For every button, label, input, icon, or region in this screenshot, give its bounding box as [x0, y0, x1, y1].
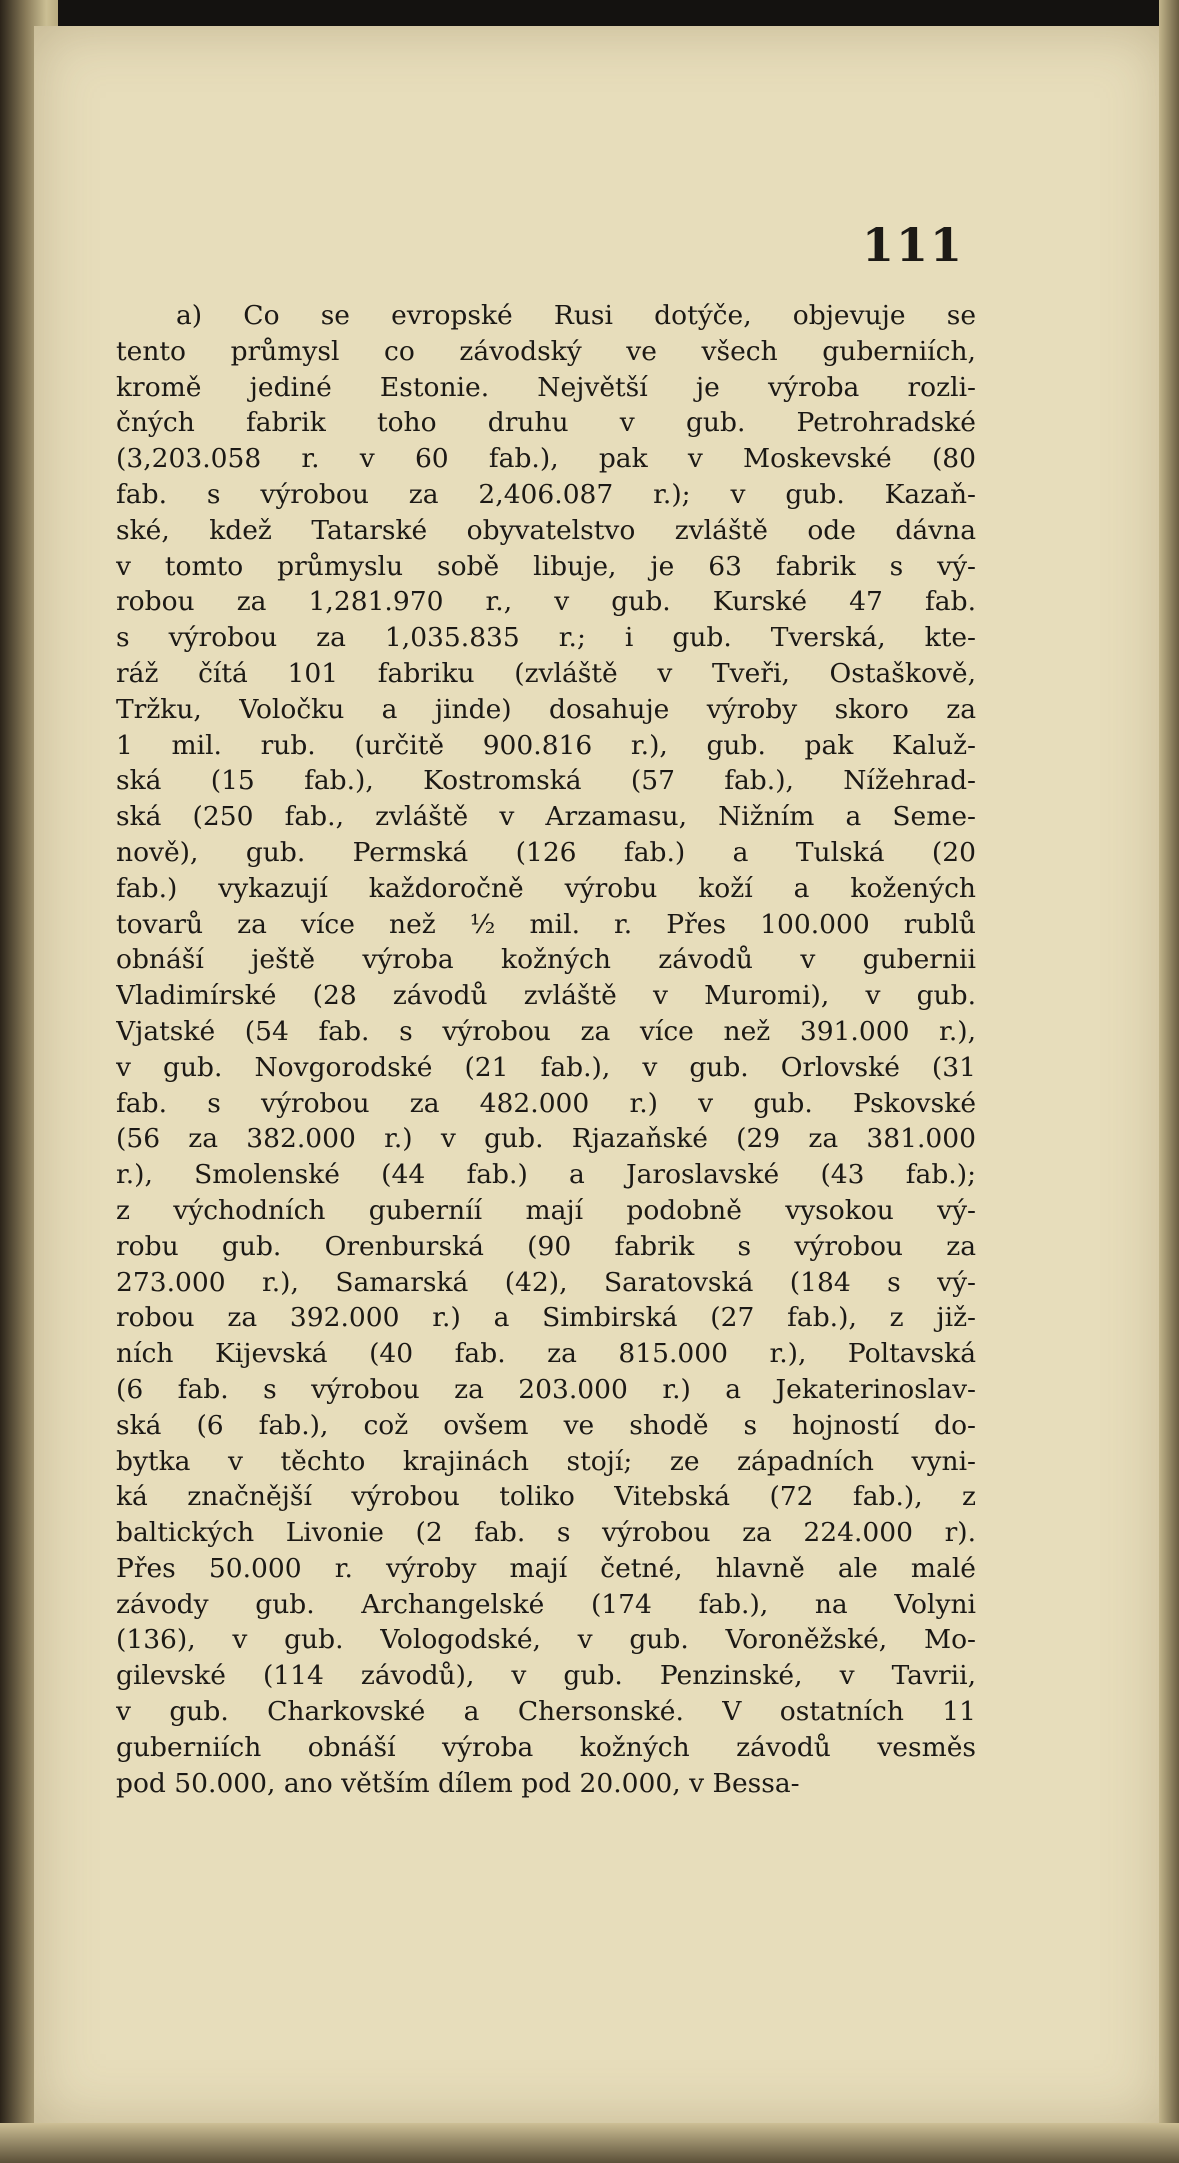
text-line: (56 za 382.000 r.) v gub. Rjazaňské (29 za 381.000	[116, 1123, 976, 1155]
text-line: fab.) vykazují každoročně výrobu koží a kožených	[116, 872, 976, 904]
text-line: Přes 50.000 r. výroby mají četné, hlavně ale malé	[116, 1552, 976, 1584]
text-line: (6 fab. s výrobou za 203.000 r.) a Jekaterinoslav-	[116, 1373, 976, 1405]
text-line: tento průmysl co závodský ve všech guberniích,	[116, 335, 976, 367]
text-line: robou za 1,281.970 r., v gub. Kurské 47 fab.	[116, 586, 976, 618]
text-line: ních Kijevská (40 fab. za 815.000 r.), Poltavská	[116, 1338, 976, 1370]
page-right-edge	[1159, 0, 1179, 2163]
text-line: 273.000 r.), Samarská (42), Saratovská (184 s vý-	[116, 1266, 976, 1298]
text-line: 1 mil. rub. (určitě 900.816 r.), gub. pak Kaluž-	[116, 729, 976, 761]
body-text	[116, 298, 976, 1801]
text-line: Vjatské (54 fab. s výrobou za více než 391.000 r.),	[116, 1015, 976, 1047]
text-line: v tomto průmyslu sobě libuje, je 63 fabrik s vý-	[116, 550, 976, 582]
text-line: robu gub. Orenburská (90 fabrik s výrobou za	[116, 1230, 976, 1262]
text-line: kromě jediné Estonie. Největší je výroba rozli-	[116, 371, 976, 403]
text-line: ráž čítá 101 fabriku (zvláště v Tveři, Ostaškově,	[116, 657, 976, 689]
text-line: (136), v gub. Vologodské, v gub. Voroněžské, Mo-	[116, 1624, 976, 1656]
text-line: ská (15 fab.), Kostromská (57 fab.), Nížehrad-	[116, 765, 976, 797]
text-line: v gub. Novgorodské (21 fab.), v gub. Orlovské (31	[116, 1051, 976, 1083]
text-line: ské, kdež Tatarské obyvatelstvo zvláště ode dávna	[116, 514, 976, 546]
text-line: fab. s výrobou za 482.000 r.) v gub. Pskovské	[116, 1087, 976, 1119]
text-line: pod 50.000, ano větším dílem pod 20.000, v Bessa-	[116, 1767, 800, 1799]
text-line: nově), gub. Permská (126 fab.) a Tulská (20	[116, 836, 976, 868]
text-line: čných fabrik toho druhu v gub. Petrohradské	[116, 407, 976, 439]
text-line: ská (6 fab.), což ovšem ve shodě s hojností do-	[116, 1409, 976, 1441]
text-line: v gub. Charkovské a Chersonské. V ostatních 11	[116, 1696, 976, 1728]
text-line: závody gub. Archangelské (174 fab.), na Volyni	[116, 1588, 976, 1620]
text-line: robou za 392.000 r.) a Simbirská (27 fab.), z již-	[116, 1302, 976, 1334]
text-line: ká značnější výrobou toliko Vitebská (72 fab.), z	[116, 1481, 976, 1513]
text-line: s výrobou za 1,035.835 r.; i gub. Tverská, kte-	[116, 622, 976, 654]
text-line: guberniích obnáší výroba kožných závodů vesměs	[116, 1731, 976, 1763]
text-line: (3,203.058 r. v 60 fab.), pak v Moskevské (80	[116, 443, 976, 475]
page-number: 111	[862, 218, 965, 272]
text-line: ská (250 fab., zvláště v Arzamasu, Nižním a Seme-	[116, 801, 976, 833]
text-line: baltických Livonie (2 fab. s výrobou za 224.000 r).	[116, 1517, 976, 1549]
text-line: tovarů za více než ½ mil. r. Přes 100.000 rublů	[116, 908, 976, 940]
text-line: gilevské (114 závodů), v gub. Penzinské, v Tavrii,	[116, 1660, 976, 1692]
text-line: Vladimírské (28 závodů zvláště v Muromi), v gub.	[116, 980, 976, 1012]
text-line: bytka v těchto krajinách stojí; ze západních vyni-	[116, 1445, 976, 1477]
text-line: r.), Smolenské (44 fab.) a Jaroslavské (43 fab.);	[116, 1159, 976, 1191]
text-line: a) Co se evropské Rusi dotýče, objevuje se	[176, 300, 976, 331]
text-line: Tržku, Voločku a jinde) dosahuje výroby skoro za	[116, 693, 976, 725]
text-line: fab. s výrobou za 2,406.087 r.); v gub. Kazaň-	[116, 478, 976, 510]
text-line: z východních guberníí mají podobně vysokou vý-	[116, 1194, 976, 1226]
page-bottom-edge	[0, 2123, 1179, 2163]
text-line: obnáší ještě výroba kožných závodů v gubernii	[116, 944, 976, 976]
